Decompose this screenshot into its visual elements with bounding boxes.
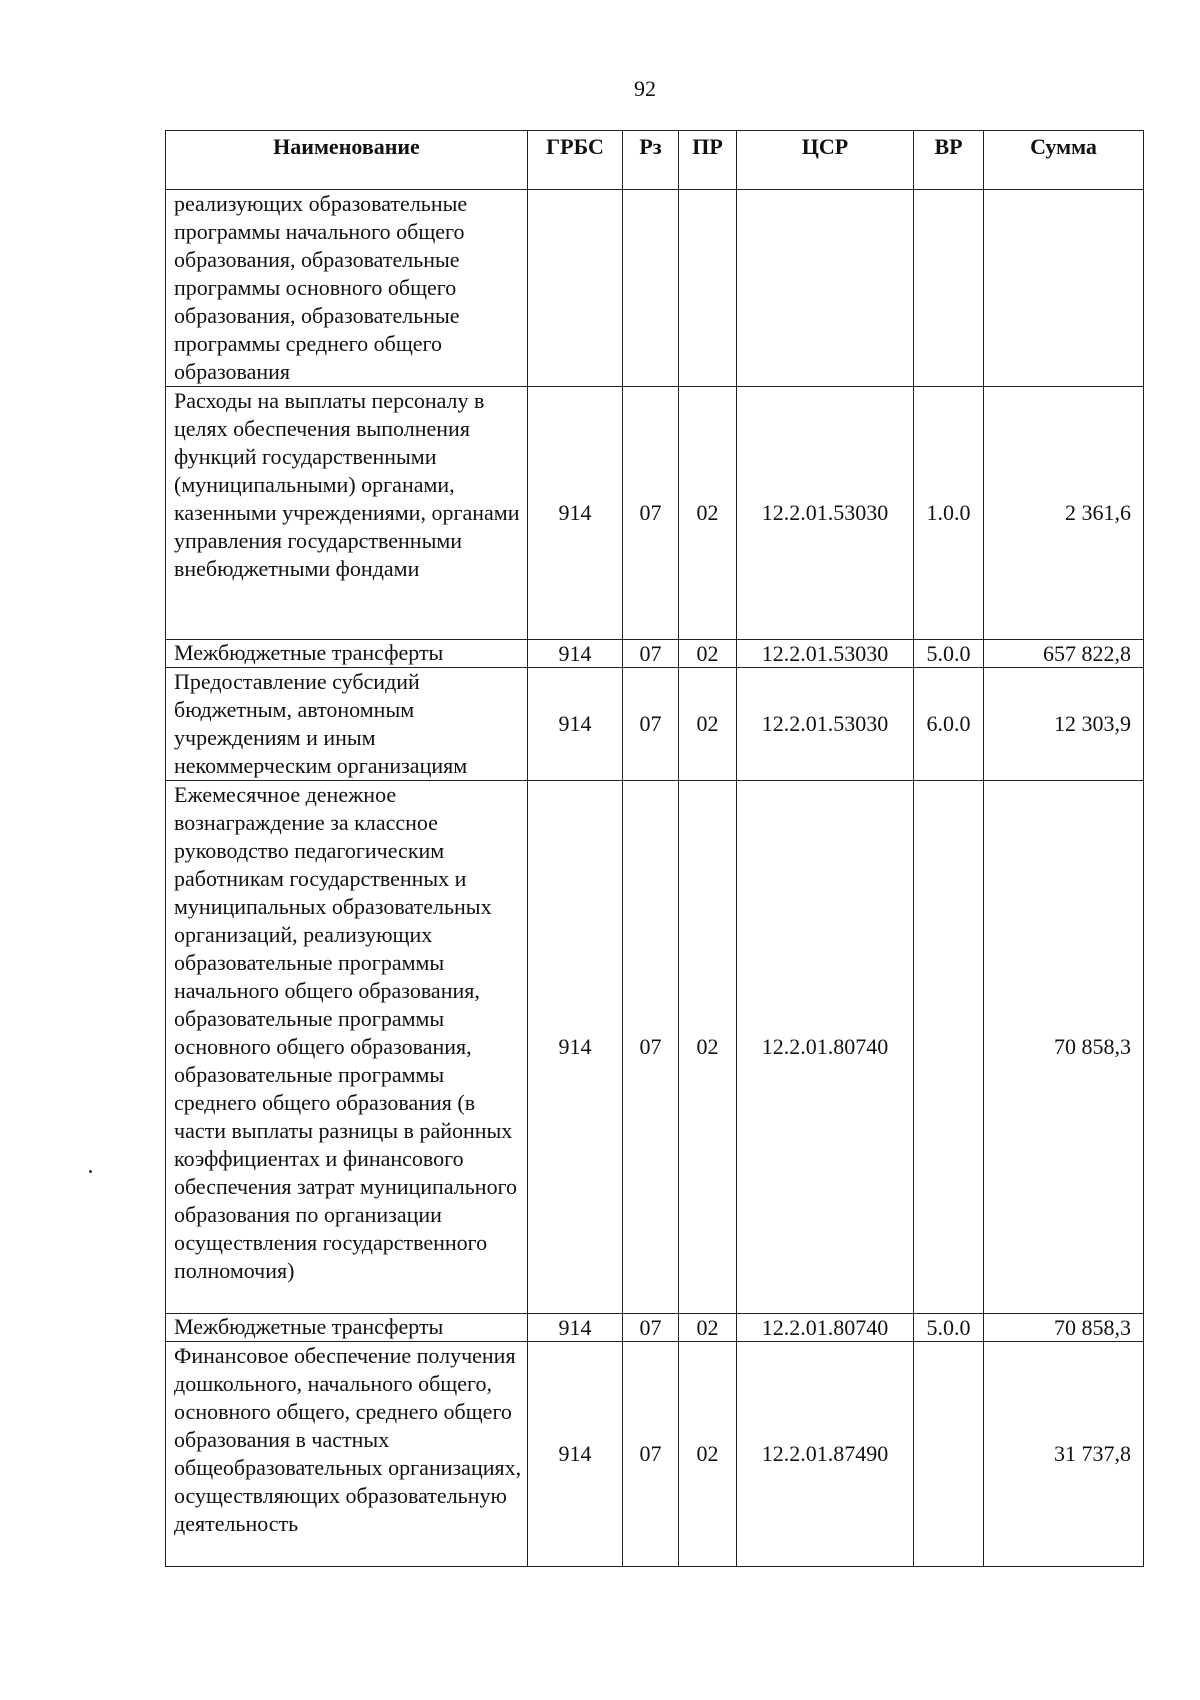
cell-pr: 02 [679, 668, 737, 781]
table-row [166, 640, 1144, 668]
cell-pr: 02 [679, 1314, 737, 1342]
cell-name: Предоставление субсидий бюджетным, автономным учреждениям и иным некоммерческим организациям [166, 668, 528, 781]
cell-name: Финансовое обеспечение получения дошкольного, начального общего, основного общего, среднего общего образования в частных общеобразовательных организациях, осуществляющих образовательную деятельность [166, 1342, 528, 1567]
table-row [166, 1314, 1144, 1342]
scan-dot [89, 1170, 92, 1173]
table-row [166, 1342, 1144, 1567]
page-number: 92 [634, 76, 656, 101]
cell-vr: 1.0.0 [914, 387, 984, 640]
cell-rz: 07 [623, 781, 679, 1314]
table-row [166, 387, 1144, 640]
cell-pr: 02 [679, 640, 737, 668]
cell-sum: 70 858,3 [984, 781, 1144, 1314]
cell-name: Ежемесячное денежное вознаграждение за классное руководство педагогическим работникам государственных и муниципальных образовательных организаций, реализующих образовательные программы начального общего образования, образовательные программы основного общего образования, образовательные программы среднего общего образования (в части выплаты разницы в районных коэффициентах и финансового обеспечения затрат муниципального образования по организации осуществления государственного полномочия) [166, 781, 528, 1314]
cell-name: Межбюджетные трансферты [166, 1314, 528, 1342]
budget-table [165, 130, 1144, 1567]
table-header-row [166, 131, 1144, 190]
cell-grbs: 914 [528, 668, 623, 781]
cell-csr: 12.2.01.53030 [737, 640, 914, 668]
cell-sum [984, 190, 1144, 387]
header-name: Наименование [166, 131, 528, 190]
cell-sum: 657 822,8 [984, 640, 1144, 668]
cell-rz: 07 [623, 1314, 679, 1342]
cell-pr: 02 [679, 781, 737, 1314]
cell-grbs: 914 [528, 781, 623, 1314]
cell-grbs: 914 [528, 1314, 623, 1342]
cell-vr [914, 781, 984, 1314]
header-rz: Рз [623, 131, 679, 190]
cell-pr: 02 [679, 1342, 737, 1567]
cell-vr: 5.0.0 [914, 1314, 984, 1342]
cell-grbs: 914 [528, 1342, 623, 1567]
cell-rz: 07 [623, 1342, 679, 1567]
cell-csr: 12.2.01.80740 [737, 781, 914, 1314]
cell-vr [914, 1342, 984, 1567]
cell-sum: 31 737,8 [984, 1342, 1144, 1567]
header-csr: ЦСР [737, 131, 914, 190]
cell-csr: 12.2.01.53030 [737, 668, 914, 781]
cell-pr [679, 190, 737, 387]
cell-vr [914, 190, 984, 387]
cell-name: Межбюджетные трансферты [166, 640, 528, 668]
cell-name: Расходы на выплаты персоналу в целях обеспечения выполнения функций государственными (муниципальными) органами, казенными учреждениями, органами управления государственными внебюджетными фондами [166, 387, 528, 640]
cell-grbs: 914 [528, 640, 623, 668]
cell-rz: 07 [623, 640, 679, 668]
table-row [166, 190, 1144, 387]
cell-vr: 5.0.0 [914, 640, 984, 668]
header-grbs: ГРБС [528, 131, 623, 190]
cell-grbs [528, 190, 623, 387]
cell-sum: 70 858,3 [984, 1314, 1144, 1342]
table-row [166, 668, 1144, 781]
cell-vr: 6.0.0 [914, 668, 984, 781]
cell-csr: 12.2.01.53030 [737, 387, 914, 640]
header-pr: ПР [679, 131, 737, 190]
cell-grbs: 914 [528, 387, 623, 640]
cell-pr: 02 [679, 387, 737, 640]
cell-rz: 07 [623, 668, 679, 781]
cell-csr: 12.2.01.80740 [737, 1314, 914, 1342]
table-row [166, 781, 1144, 1314]
cell-sum: 12 303,9 [984, 668, 1144, 781]
header-sum: Сумма [984, 131, 1144, 190]
cell-sum: 2 361,6 [984, 387, 1144, 640]
header-vr: ВР [914, 131, 984, 190]
cell-rz: 07 [623, 387, 679, 640]
cell-rz [623, 190, 679, 387]
cell-name: реализующих образовательные программы начального общего образования, образовательные программы основного общего образования, образовательные программы среднего общего образования [166, 190, 528, 387]
cell-csr: 12.2.01.87490 [737, 1342, 914, 1567]
cell-csr [737, 190, 914, 387]
